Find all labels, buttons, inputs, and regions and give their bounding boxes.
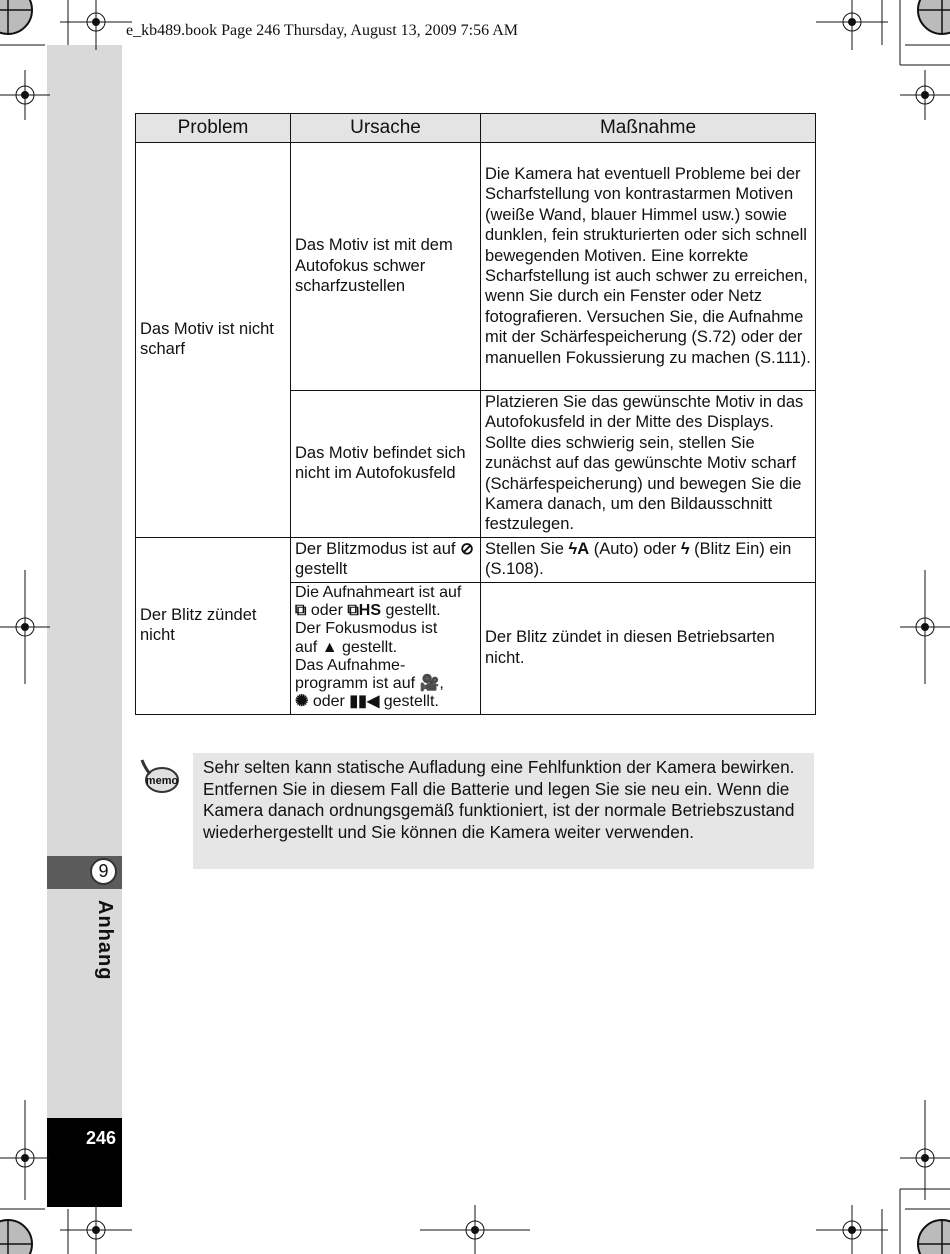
cause-cell: Das Motiv ist mit dem Autofokus schwer scharfzustellen xyxy=(291,143,481,391)
cause-text: gestellt xyxy=(295,560,348,579)
print-header: e_kb489.book Page 246 Thursday, August 13, 2009 7:56 AM xyxy=(126,22,518,39)
panorama-icon: ▮▮◀ xyxy=(349,693,380,711)
header-cause: Ursache xyxy=(291,114,481,143)
page-number: 246 xyxy=(85,1128,116,1148)
measure-cell: Die Kamera hat eventuell Probleme bei der Scharfstellung von kontrastarmen Motiven (weiße Wand, blauer Himmel usw.) sowie dunklen, fein strukturierten oder sich schnell bewegenden Motiven. Eine korrekte Scharfstellung ist auch schwer zu erreichen, wenn Sie durch ein Fenster oder Netz fotografieren. Versuchen Sie, die Aufnahme mit der Schärfespeicherung (S.72) oder der manuellen Fokussierung zu machen (S.111). xyxy=(481,143,816,391)
measure-text: (Blitz Ein) ein (S.108). xyxy=(485,539,792,579)
header-problem: Problem xyxy=(136,114,291,143)
measure-cell: Platzieren Sie das gewünschte Motiv in das Autofokusfeld in der Mitte des Displays. Sollte dies schwierig sein, stellen Sie zunächst auf das gewünschte Motiv scharf (Schärfespeicherung) und bewegen Sie die Kamera danach, um den Bildausschnitt festzulegen. xyxy=(481,391,816,538)
header-measure: Maßnahme xyxy=(481,114,816,143)
measure-cell: Der Blitz zündet in diesen Betriebsarten nicht. xyxy=(481,582,816,714)
chapter-number: 9 xyxy=(90,858,117,885)
cause-text: Das Aufnahme- xyxy=(295,656,406,674)
continuous-shooting-icon: ⧉ xyxy=(295,602,307,620)
cause-text: oder xyxy=(308,693,350,711)
cause-text: Der Blitzmodus ist auf xyxy=(295,539,461,558)
problem-cell: Das Motiv ist nicht scharf xyxy=(136,143,291,538)
cause-text: Die Aufnahmeart ist auf xyxy=(295,583,462,601)
flash-on-icon: ϟ xyxy=(680,539,690,558)
movie-icon: 🎥 xyxy=(419,674,440,692)
cause-text: auf xyxy=(295,638,322,656)
measure-text: (Auto) oder xyxy=(589,539,681,558)
cause-text: gestellt. xyxy=(337,638,398,656)
chapter-title: Anhang xyxy=(94,900,116,981)
cause-cell: Das Motiv befindet sich nicht im Autofokusfeld xyxy=(291,391,481,538)
landscape-focus-icon: ▲ xyxy=(321,638,338,656)
cause-text: gestellt. xyxy=(379,693,439,711)
flash-auto-icon: ϟA xyxy=(568,539,590,558)
cause-text: oder xyxy=(306,602,348,620)
problem-cell: Der Blitz zündet nicht xyxy=(136,537,291,714)
memo-text: Sehr selten kann statische Aufladung eine Fehlfunktion der Kamera bewirken. Entfernen Sie in diesem Fall die Batterie und legen Sie sie neu ein. Wenn die Kamera danach ordnungsgemäß funktioniert, ist der normale Betriebszustand wiederhergestellt und Sie können die Kamera weiter verwenden. xyxy=(193,753,814,869)
continuous-hs-icon: ⧉HS xyxy=(347,602,382,620)
cause-text: gestellt. xyxy=(381,602,441,620)
measure-text: Stellen Sie xyxy=(485,539,569,558)
cause-text: , xyxy=(439,674,444,692)
cause-text: programm ist auf xyxy=(295,674,420,692)
memo-icon-label: memo xyxy=(145,775,179,787)
cause-text: Der Fokusmodus ist xyxy=(295,620,438,638)
fireworks-icon: ✺ xyxy=(295,693,309,711)
flash-off-icon: ⊘ xyxy=(460,539,474,558)
